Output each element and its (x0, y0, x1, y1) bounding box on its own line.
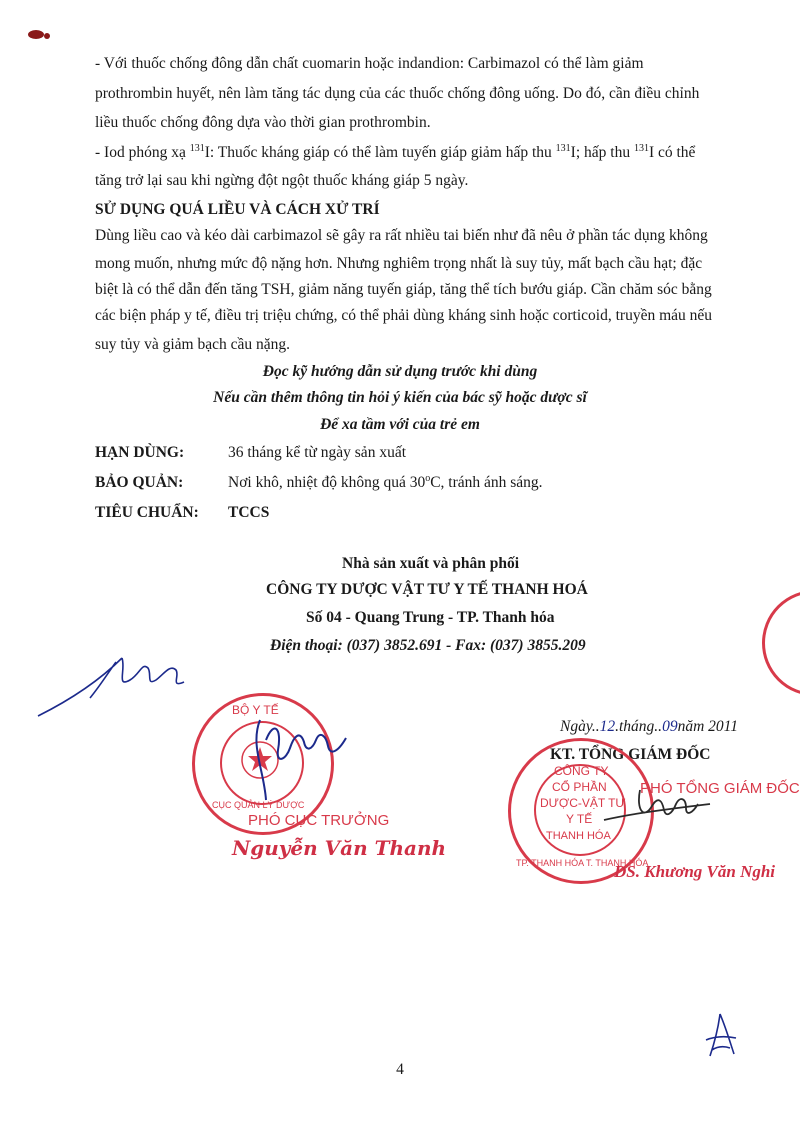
signing-date: Ngày..12.tháng..09năm 2011 (560, 718, 738, 735)
interaction-anticoagulant-line-2: prothrombin huyết, nên làm tăng tác dụng của các thuốc chống đông uống. Do đó, cần điều chỉnh (95, 85, 700, 102)
company-seal-line-3: DƯỢC-VẬT TƯ (540, 796, 626, 810)
standard-label: TIÊU CHUẨN: (95, 504, 199, 521)
company-seal-line-2: CỔ PHẦN (552, 780, 607, 794)
left-signature-icon (230, 700, 360, 810)
page-number: 4 (396, 1061, 404, 1078)
overdose-heading: SỬ DỤNG QUÁ LIỀU VÀ CÁCH XỬ TRÍ (95, 201, 380, 218)
signatory-title: KT. TỔNG GIÁM ĐỐC (550, 746, 711, 763)
company-seal-ring: TP. THANH HÓA T. THANH HÓA (516, 858, 649, 868)
manufacturer-address: Số 04 - Quang Trung - TP. Thanh hóa (306, 609, 555, 626)
warning-ask-doctor: Nếu cần thêm thông tin hỏi ý kiến của bác sỹ hoặc dược sĩ (213, 389, 587, 406)
ink-spot (44, 33, 50, 39)
overdose-line-5: suy tủy và giảm bạch cầu nặng. (95, 336, 290, 353)
edge-seal (762, 590, 800, 696)
overdose-line-4: các biện pháp y tế, điều trị triệu chứng, có thể phải dùng kháng sinh hoặc corticoid, truyền máu nếu (95, 307, 713, 324)
warning-keep-from-children: Để xa tầm với của trẻ em (320, 416, 480, 433)
ink-spot (28, 30, 44, 39)
manufacturer-intro: Nhà sản xuất và phân phối (342, 555, 520, 572)
interaction-iodine-line-2: tăng trở lại sau khi ngừng đột ngột thuốc kháng giáp 5 ngày. (95, 172, 469, 189)
vice-director-name: Nguyễn Văn Thanh (232, 836, 447, 860)
manufacturer-name: CÔNG TY DƯỢC VẬT TƯ Y TẾ THANH HOÁ (266, 581, 588, 598)
standard-value: TCCS (228, 504, 270, 521)
interaction-anticoagulant-line-1: - Với thuốc chống đông dẫn chất cuomarin hoặc indandion: Carbimazol có thể làm giảm (95, 55, 644, 72)
deputy-director-name: DS. Khương Văn Nghi (614, 862, 776, 881)
storage-value: Nơi khô, nhiệt độ không quá 30$^o$C, tránh ánh sáng. (228, 472, 543, 491)
company-seal-line-1: CÔNG TY (554, 764, 609, 778)
company-seal-line-4: Y TẾ (566, 812, 593, 826)
storage-label: BẢO QUẢN: (95, 474, 184, 491)
handwritten-mark (30, 640, 200, 720)
overdose-line-2: mong muốn, nhưng mức độ nặng hơn. Nhưng nghiêm trọng nhất là suy tủy, mất bạch cầu hạt; đặc (95, 255, 703, 272)
interaction-anticoagulant-line-3: liều thuốc chống đông dựa vào thời gian prothrombin. (95, 114, 431, 131)
vice-director-title: PHÓ CỤC TRƯỞNG (248, 812, 390, 829)
manufacturer-phone: Điện thoại: (037) 3852.691 - Fax: (037) 3855.209 (270, 637, 586, 654)
company-seal-line-5: THANH HÓA (546, 830, 611, 842)
interaction-iodine-line-1: - Iod phóng xạ $^{131}$I: Thuốc kháng giáp có thể làm tuyến giáp giảm hấp thu $^{131}$I; hấp thu $^{131}$I có thể (95, 142, 696, 161)
shelf-life-label: HẠN DÙNG: (95, 444, 185, 461)
deputy-director-title: PHÓ TỔNG GIÁM ĐỐC (640, 780, 800, 797)
ministry-seal-top: BỘ Y TẾ (232, 703, 279, 717)
overdose-line-1: Dùng liều cao và kéo dài carbimazol sẽ gây ra rất nhiều tai biến như đã nêu ở phần tác dụng không (95, 227, 708, 244)
ministry-seal-bottom: CỤC QUẢN LÝ DƯỢC (212, 800, 305, 810)
warning-read-instructions: Đọc kỹ hướng dẫn sử dụng trước khi dùng (262, 363, 538, 380)
shelf-life-value: 36 tháng kể từ ngày sản xuất (228, 444, 407, 461)
overdose-line-3: biệt là có thể dẫn đến tăng TSH, giảm năng tuyến giáp, tăng thể tích bướu giáp. Cần chăm sóc bằng (95, 281, 712, 298)
initials-mark (700, 1010, 740, 1060)
